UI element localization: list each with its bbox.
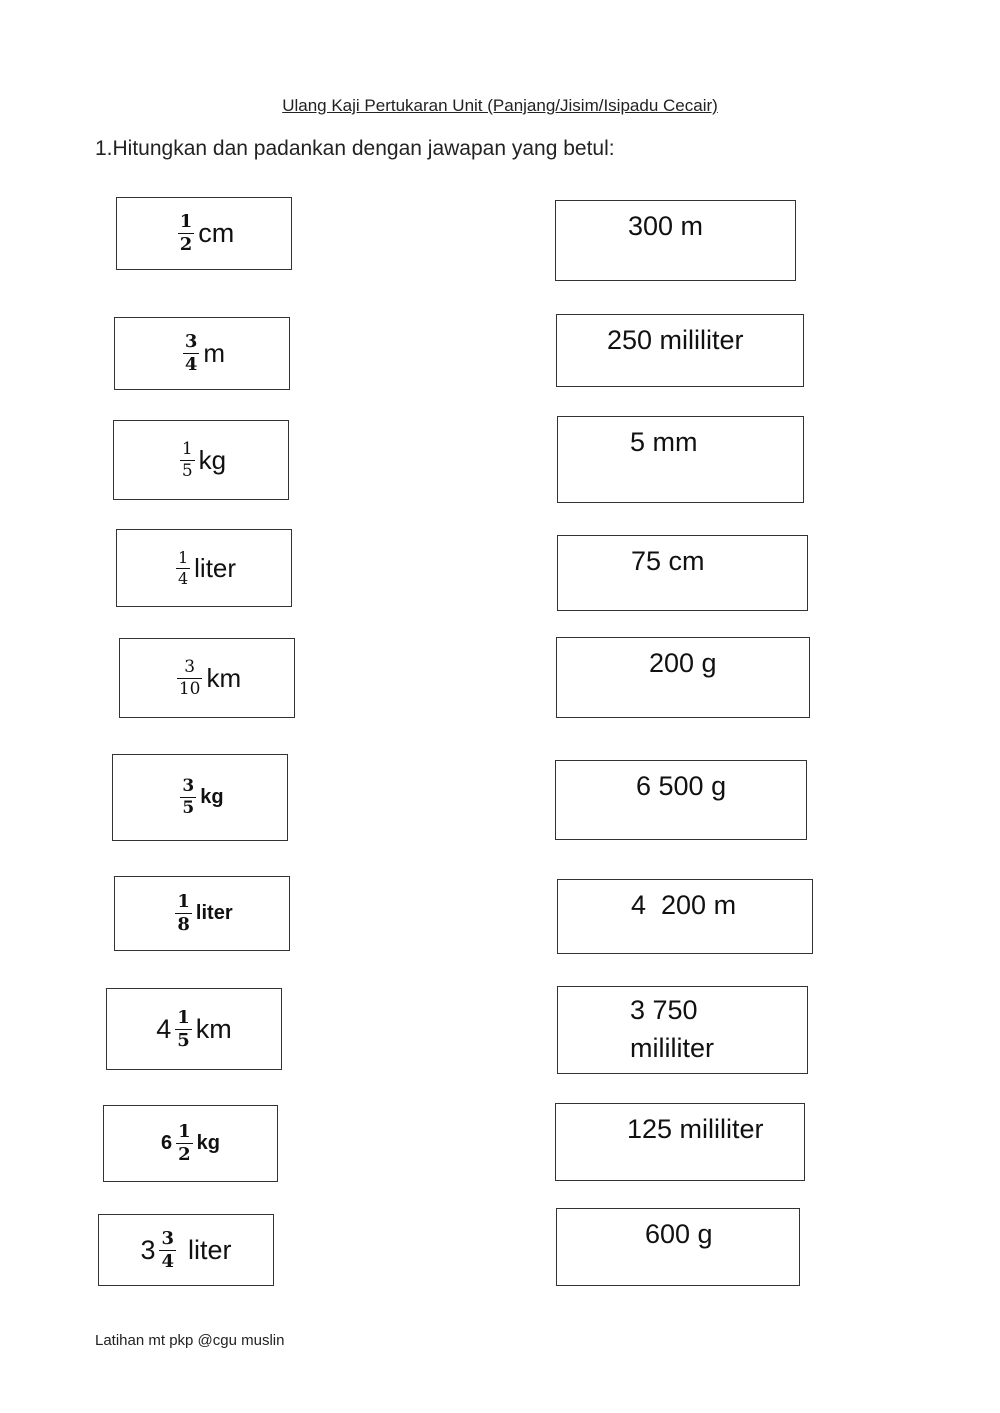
answer-text: 200 g: [649, 648, 717, 678]
fraction: [180, 438, 195, 481]
fraction-denominator: 4: [184, 354, 198, 375]
unit-label: m: [203, 338, 226, 368]
answer-text-line-2: mililiter: [630, 1033, 714, 1064]
unit-label: km: [206, 662, 242, 693]
fraction-denominator: 8: [177, 914, 190, 935]
fraction-numerator: 1: [177, 1006, 190, 1028]
right-card-5[interactable]: [556, 637, 810, 718]
fraction-denominator: 5: [177, 1029, 190, 1051]
answer-text: 125 mililiter: [627, 1114, 764, 1144]
right-card-4[interactable]: [557, 535, 808, 611]
answer-text: 5 mm: [630, 427, 698, 457]
fraction-numerator: 1: [178, 1121, 191, 1142]
fraction: [175, 1006, 192, 1051]
whole-number: 3: [140, 1234, 156, 1265]
answer-text: 6 500 g: [636, 771, 727, 801]
right-card-3[interactable]: [557, 416, 804, 503]
answer-text: 600 g: [645, 1219, 713, 1249]
fraction-numerator: 3: [182, 776, 195, 796]
fraction: [175, 893, 192, 934]
left-card-3[interactable]: [113, 420, 289, 500]
fraction-numerator: 3: [184, 656, 196, 677]
left-card-2[interactable]: [114, 317, 290, 390]
answer-text: 3 750: [630, 995, 698, 1025]
unit-label: kg: [198, 444, 227, 475]
fraction-denominator: 5: [181, 460, 193, 481]
unit-label: kg: [196, 1132, 220, 1154]
right-card-6[interactable]: [555, 760, 807, 840]
answer-text: 75 cm: [631, 546, 705, 576]
fraction: [159, 1227, 176, 1272]
fraction-numerator: 3: [184, 331, 198, 352]
answer-text: 4 200 m: [631, 890, 737, 920]
fraction: [183, 333, 200, 374]
unit-label: kg: [200, 786, 224, 808]
fraction-denominator: 4: [161, 1250, 175, 1272]
whole-number: 4: [156, 1013, 172, 1044]
fraction-numerator: 3: [161, 1227, 175, 1249]
instruction-text: 1.Hitungkan dan padankan dengan jawapan yang betul:: [95, 137, 615, 160]
fraction: [176, 547, 190, 588]
fraction-denominator: 10: [178, 678, 201, 699]
unit-label: km: [195, 1013, 232, 1044]
left-card-7[interactable]: [114, 876, 290, 951]
unit-label: liter: [188, 1234, 232, 1265]
fraction-denominator: 5: [182, 798, 195, 818]
right-card-1[interactable]: [555, 200, 796, 281]
right-card-8[interactable]: [557, 986, 808, 1074]
unit-label: liter: [194, 552, 237, 583]
left-card-9[interactable]: [103, 1105, 278, 1182]
unit-label: liter: [195, 902, 233, 924]
right-card-7[interactable]: [557, 879, 813, 954]
whole-number: 6: [161, 1132, 173, 1154]
left-card-6[interactable]: [112, 754, 288, 841]
fraction: [176, 1123, 193, 1164]
left-card-5[interactable]: [119, 638, 295, 718]
right-card-9[interactable]: [555, 1103, 805, 1181]
fraction-numerator: 1: [177, 547, 189, 567]
fraction: [177, 656, 203, 699]
left-card-10[interactable]: [98, 1214, 274, 1286]
fraction: [180, 778, 196, 817]
right-card-10[interactable]: [556, 1208, 800, 1286]
left-card-1[interactable]: [116, 197, 292, 270]
answer-text: 250 mililiter: [607, 325, 744, 355]
footer-credit: Latihan mt pkp @cgu muslin: [95, 1332, 285, 1349]
answer-text: 300 m: [628, 211, 704, 241]
fraction-denominator: 2: [178, 1144, 191, 1165]
fraction-numerator: 1: [181, 438, 193, 459]
right-card-2[interactable]: [556, 314, 804, 387]
fraction-denominator: 2: [179, 234, 193, 255]
worksheet-title: Ulang Kaji Pertukaran Unit (Panjang/Jisim/Isipadu Cecair): [282, 96, 718, 115]
fraction-denominator: 4: [177, 568, 189, 588]
unit-label: cm: [198, 218, 235, 248]
fraction-numerator: 1: [179, 211, 193, 232]
left-card-8[interactable]: [106, 988, 282, 1070]
fraction-numerator: 1: [177, 891, 190, 912]
left-card-4[interactable]: [116, 529, 292, 607]
fraction: [178, 213, 195, 254]
